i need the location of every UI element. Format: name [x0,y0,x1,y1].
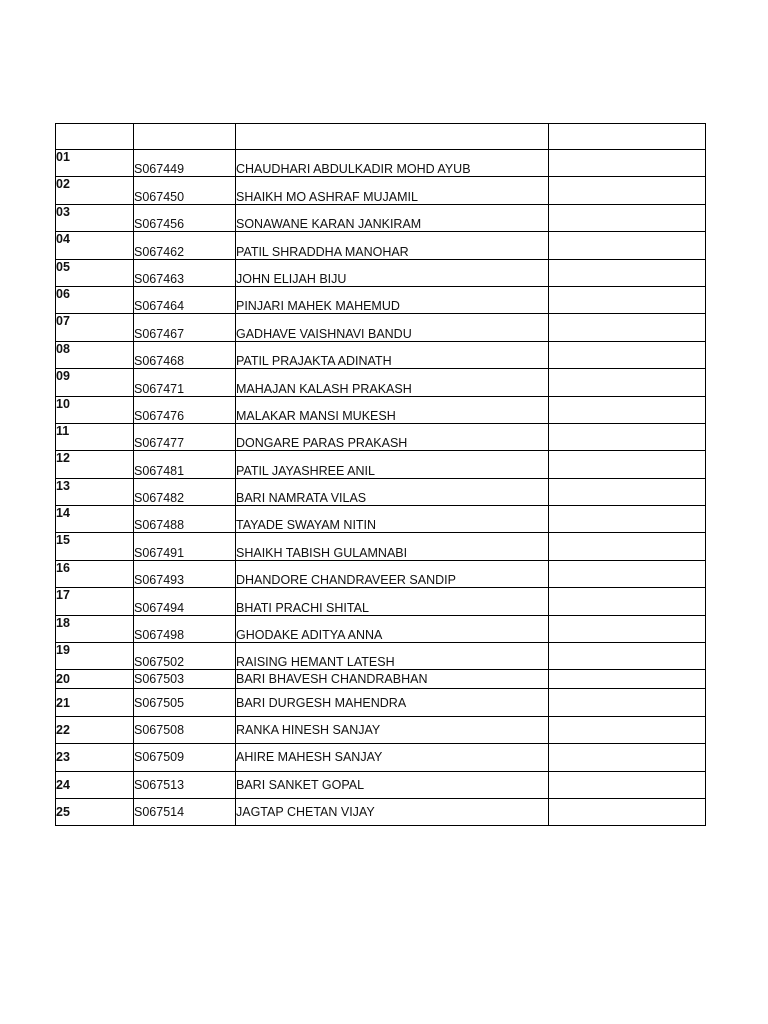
student-id: S067502 [134,643,236,670]
row-number: 23 [56,744,134,771]
student-name: SHAIKH TABISH GULAMNABI [236,533,549,560]
student-id: S067463 [134,259,236,286]
student-name: JAGTAP CHETAN VIJAY [236,798,549,825]
student-name: PATIL JAYASHREE ANIL [236,451,549,478]
remark-cell [549,643,706,670]
remark-cell [549,204,706,231]
row-number: 03 [56,204,134,231]
table-row [56,744,706,771]
student-name: RANKA HINESH SANJAY [236,716,549,743]
student-id: S067462 [134,232,236,259]
student-id: S067477 [134,423,236,450]
table-row [56,588,706,615]
student-name: PATIL SHRADDHA MANOHAR [236,232,549,259]
row-number: 01 [56,150,134,177]
student-id: S067508 [134,716,236,743]
student-roster-table [55,123,706,826]
table-row [56,670,706,689]
roster-body [56,124,706,826]
student-id: S067503 [134,670,236,689]
table-row [56,643,706,670]
row-number: 16 [56,560,134,587]
student-name: TAYADE SWAYAM NITIN [236,506,549,533]
table-row [56,259,706,286]
header-cell-name [236,124,549,150]
row-number: 14 [56,506,134,533]
student-id: S067471 [134,369,236,396]
student-name: MAHAJAN KALASH PRAKASH [236,369,549,396]
remark-cell [549,286,706,313]
student-id: S067476 [134,396,236,423]
student-id: S067468 [134,341,236,368]
student-name: BARI DURGESH MAHENDRA [236,689,549,716]
row-number: 17 [56,588,134,615]
table-row [56,423,706,450]
student-id: S067505 [134,689,236,716]
student-id: S067513 [134,771,236,798]
remark-cell [549,341,706,368]
remark-cell [549,744,706,771]
row-number: 20 [56,670,134,689]
row-number: 15 [56,533,134,560]
student-id: S067482 [134,478,236,505]
student-name: SONAWANE KARAN JANKIRAM [236,204,549,231]
document-sheet [55,123,705,826]
student-name: PINJARI MAHEK MAHEMUD [236,286,549,313]
remark-cell [549,771,706,798]
table-row [56,286,706,313]
remark-cell [549,670,706,689]
student-name: RAISING HEMANT LATESH [236,643,549,670]
header-row [56,124,706,150]
student-id: S067509 [134,744,236,771]
table-row [56,204,706,231]
student-id: S067464 [134,286,236,313]
table-row [56,689,706,716]
student-name: BARI NAMRATA VILAS [236,478,549,505]
remark-cell [549,259,706,286]
table-row [56,716,706,743]
remark-cell [549,560,706,587]
row-number: 08 [56,341,134,368]
student-name: DONGARE PARAS PRAKASH [236,423,549,450]
table-row [56,615,706,642]
student-id: S067456 [134,204,236,231]
remark-cell [549,451,706,478]
table-row [56,396,706,423]
remark-cell [549,506,706,533]
row-number: 09 [56,369,134,396]
student-id: S067494 [134,588,236,615]
table-row [56,314,706,341]
remark-cell [549,396,706,423]
student-name: AHIRE MAHESH SANJAY [236,744,549,771]
row-number: 02 [56,177,134,204]
student-id: S067491 [134,533,236,560]
student-name: GADHAVE VAISHNAVI BANDU [236,314,549,341]
remark-cell [549,478,706,505]
row-number: 12 [56,451,134,478]
row-number: 13 [56,478,134,505]
student-id: S067450 [134,177,236,204]
student-name: PATIL PRAJAKTA ADINATH [236,341,549,368]
row-number: 10 [56,396,134,423]
remark-cell [549,150,706,177]
remark-cell [549,177,706,204]
table-row [56,560,706,587]
table-row [56,369,706,396]
remark-cell [549,588,706,615]
row-number: 25 [56,798,134,825]
row-number: 22 [56,716,134,743]
remark-cell [549,232,706,259]
remark-cell [549,615,706,642]
student-id: S067493 [134,560,236,587]
student-name: CHAUDHARI ABDULKADIR MOHD AYUB [236,150,549,177]
student-name: GHODAKE ADITYA ANNA [236,615,549,642]
row-number: 21 [56,689,134,716]
row-number: 19 [56,643,134,670]
student-id: S067514 [134,798,236,825]
student-name: SHAIKH MO ASHRAF MUJAMIL [236,177,549,204]
row-number: 05 [56,259,134,286]
student-id: S067467 [134,314,236,341]
remark-cell [549,423,706,450]
header-cell-id [134,124,236,150]
table-row [56,533,706,560]
student-id: S067488 [134,506,236,533]
student-name: DHANDORE CHANDRAVEER SANDIP [236,560,549,587]
table-row [56,451,706,478]
student-name: JOHN ELIJAH BIJU [236,259,549,286]
student-name: BHATI PRACHI SHITAL [236,588,549,615]
table-row [56,506,706,533]
student-name: MALAKAR MANSI MUKESH [236,396,549,423]
table-row [56,771,706,798]
row-number: 24 [56,771,134,798]
row-number: 07 [56,314,134,341]
remark-cell [549,369,706,396]
remark-cell [549,533,706,560]
header-cell-number [56,124,134,150]
student-name: BARI SANKET GOPAL [236,771,549,798]
remark-cell [549,716,706,743]
student-id: S067449 [134,150,236,177]
table-row [56,150,706,177]
student-id: S067481 [134,451,236,478]
student-name: BARI BHAVESH CHANDRABHAN [236,670,549,689]
header-cell-remark [549,124,706,150]
table-row [56,798,706,825]
table-row [56,177,706,204]
row-number: 04 [56,232,134,259]
row-number: 18 [56,615,134,642]
remark-cell [549,798,706,825]
row-number: 06 [56,286,134,313]
row-number: 11 [56,423,134,450]
table-row [56,478,706,505]
remark-cell [549,314,706,341]
table-row [56,232,706,259]
student-id: S067498 [134,615,236,642]
remark-cell [549,689,706,716]
table-row [56,341,706,368]
